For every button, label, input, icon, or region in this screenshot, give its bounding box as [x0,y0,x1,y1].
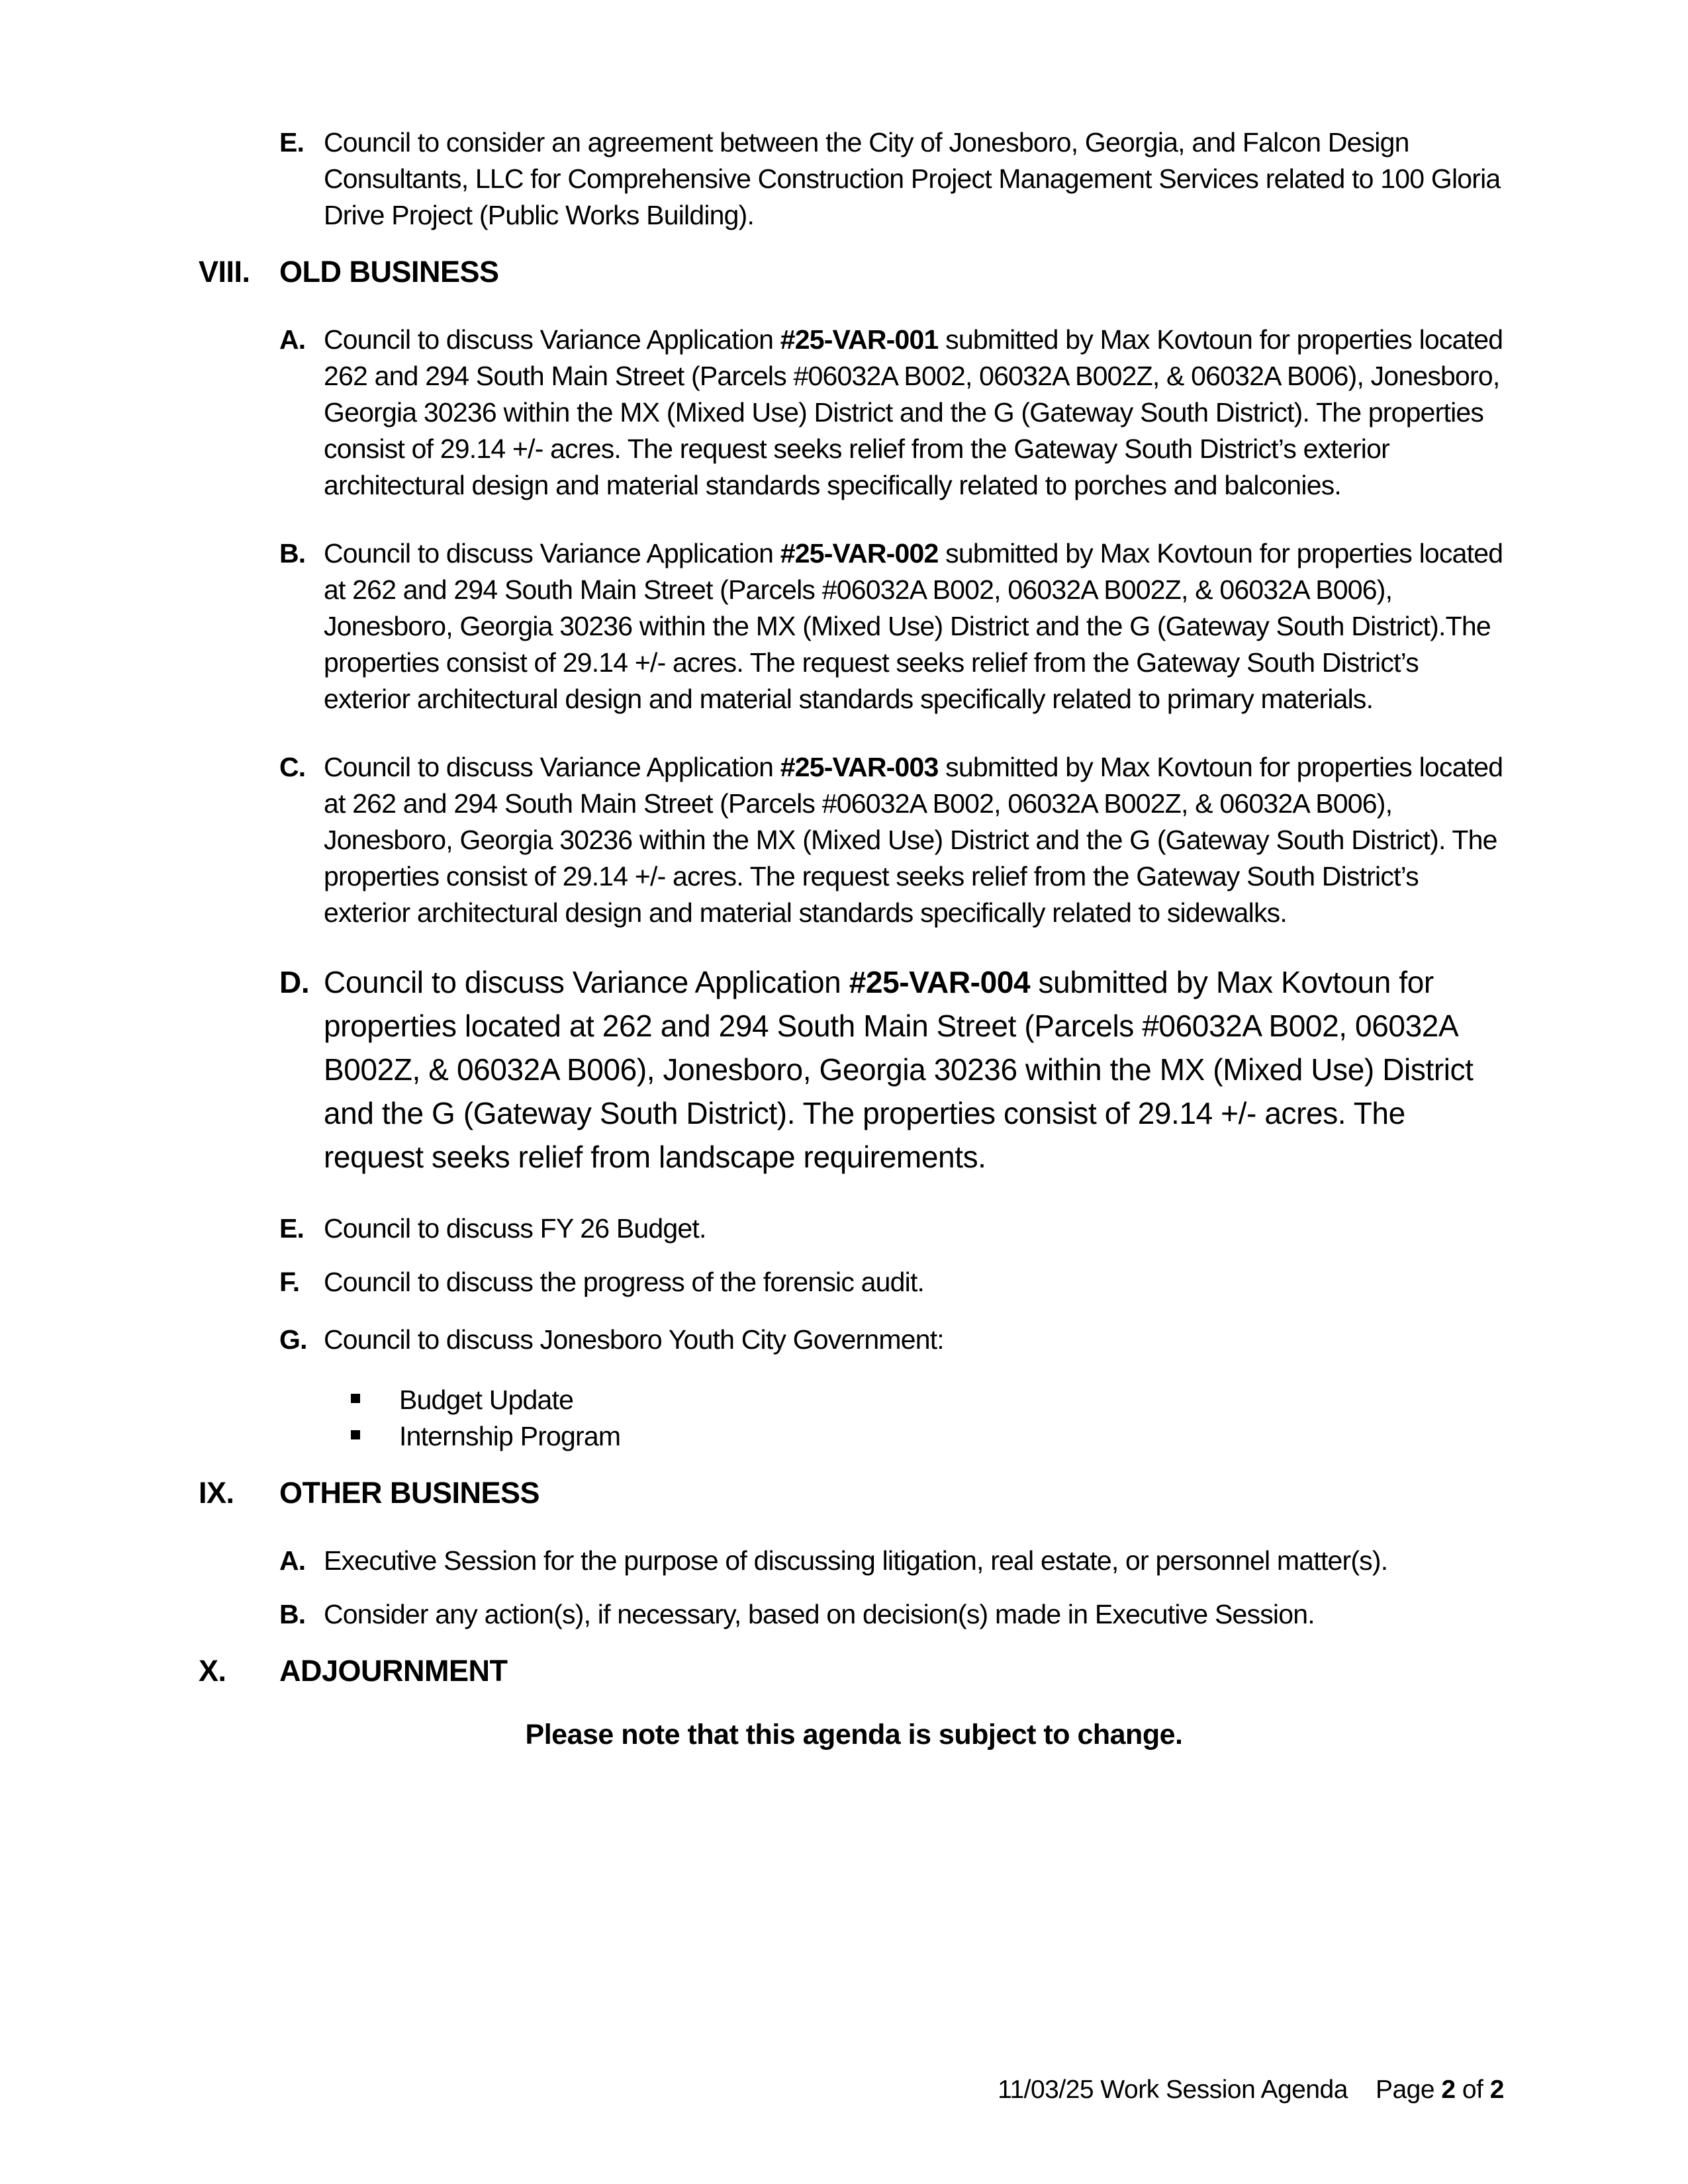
item-label: E. [279,127,305,158]
item-label: F. [279,1267,300,1297]
item-text: Council to discuss FY 26 Budget. [324,1213,706,1244]
agenda-item-old-business-c [199,749,1509,931]
variance-number: #25-VAR-003 [780,752,939,782]
item-label: B. [279,1599,306,1629]
page-footer [998,2075,1504,2105]
item-text-post: submitted by Max Kovtoun for properties located at 262 and 294 South Main Street (Parcels #06032A B002, 06032A B002Z, & 06032A B006), Jonesboro, Georgia 30236 within the MX (Mixed Use) District and the G (Gateway South District). The properties consist of 29.14 +/- acres. The request seeks relief from the Gateway South District’s exterior architectural design and material standards specifically related to sidewalks. [324,752,1503,928]
agenda-item-old-business-f [199,1264,1509,1300]
agenda-item-old-business-a [199,322,1509,504]
agenda-item-other-business-b [199,1596,1509,1633]
agenda-item-old-business-g [199,1322,1509,1358]
item-text: Council to discuss Jonesboro Youth City Government: [324,1324,944,1355]
variance-number: #25-VAR-001 [780,324,939,355]
variance-number: #25-VAR-002 [780,538,939,569]
footer-page-total: 2 [1489,2075,1504,2104]
section-numeral: X. [199,1654,226,1688]
bullet-item-budget-update [351,1382,1509,1418]
section-heading-other-business [199,1475,1509,1511]
section-title: OTHER BUSINESS [279,1476,540,1510]
section-heading-adjournment [199,1653,1509,1689]
bullet-text: Budget Update [399,1385,574,1415]
item-label: B. [279,538,306,569]
item-text: Consider any action(s), if necessary, based on decision(s) made in Executive Session. [324,1599,1315,1629]
item-text [324,538,1503,714]
item-text-pre: Council to discuss Variance Application [324,324,780,355]
section-title: ADJOURNMENT [279,1654,508,1688]
item-label: C. [279,752,306,782]
agenda-item-old-business-d [199,960,1509,1179]
agenda-item-other-business-a [199,1543,1509,1579]
item-text: Executive Session for the purpose of discussing litigation, real estate, or personnel matter(s). [324,1545,1388,1576]
item-label: A. [279,1545,306,1576]
item-text-post: submitted by Max Kovtoun for properties located 262 and 294 South Main Street (Parcels #06032A B002, 06032A B002Z, & 06032A B006), Jonesboro, Georgia 30236 within the MX (Mixed Use) District and the G (Gateway South District). The properties consist of 29.14 +/- acres. The request seeks relief from the Gateway South District’s exterior architectural design and material standards specifically related to porches and balconies. [324,324,1503,500]
agenda-item-old-business-b [199,535,1509,717]
agenda-item-old-business-e [199,1210,1509,1247]
footer-document-label: 11/03/25 Work Session Agenda [998,2075,1348,2104]
square-bullet-icon [351,1394,360,1403]
item-label: D. [279,965,310,999]
section-numeral: VIII. [199,255,250,289]
section-numeral: IX. [199,1476,234,1510]
item-text-pre: Council to discuss Variance Application [324,538,780,569]
item-label: E. [279,1213,305,1244]
bullet-item-internship-program [351,1418,1509,1455]
item-text-post: submitted by Max Kovtoun for properties located at 262 and 294 South Main Street (Parcels #06032A B002, 06032A B002Z, & 06032A B006), Jonesboro, Georgia 30236 within the MX (Mixed Use) District and the G (Gateway South District). The properties consist of 29.14 +/- acres. The request seeks relief from landscape requirements. [324,965,1474,1174]
footer-of-word: of [1462,2075,1483,2104]
item-text [324,324,1503,500]
item-text: Council to consider an agreement between the City of Jonesboro, Georgia, and Falcon Design Consultants, LLC for Comprehensive Construction Project Management Services related to 100 Gloria Drive Project (Public Works Building). [324,127,1501,230]
item-text-pre: Council to discuss Variance Application [324,752,780,782]
footer-page-word: Page [1375,2075,1435,2104]
item-label: G. [279,1324,307,1355]
item-text-pre: Council to discuss Variance Application [324,965,849,999]
agenda-change-note: Please note that this agenda is subject to change. [525,1719,1183,1751]
agenda-item-new-business-e [199,124,1509,234]
item-text [324,752,1503,928]
square-bullet-icon [351,1430,360,1439]
item-text [324,965,1474,1174]
item-text: Council to discuss the progress of the forensic audit. [324,1267,925,1297]
sub-bullet-list [199,1382,1509,1455]
section-title: OLD BUSINESS [279,255,499,289]
item-text-post: submitted by Max Kovtoun for properties located at 262 and 294 South Main Street (Parcels #06032A B002, 06032A B002Z, & 06032A B006), Jonesboro, Georgia 30236 within the MX (Mixed Use) District and the G (Gateway South District).The properties consist of 29.14 +/- acres. The request seeks relief from the Gateway South District’s exterior architectural design and material standards specifically related to primary materials. [324,538,1503,714]
item-label: A. [279,324,306,355]
bullet-text: Internship Program [399,1421,621,1451]
variance-number: #25-VAR-004 [849,965,1031,999]
footer-page-number: 2 [1441,2075,1456,2104]
section-heading-old-business [199,253,1509,290]
